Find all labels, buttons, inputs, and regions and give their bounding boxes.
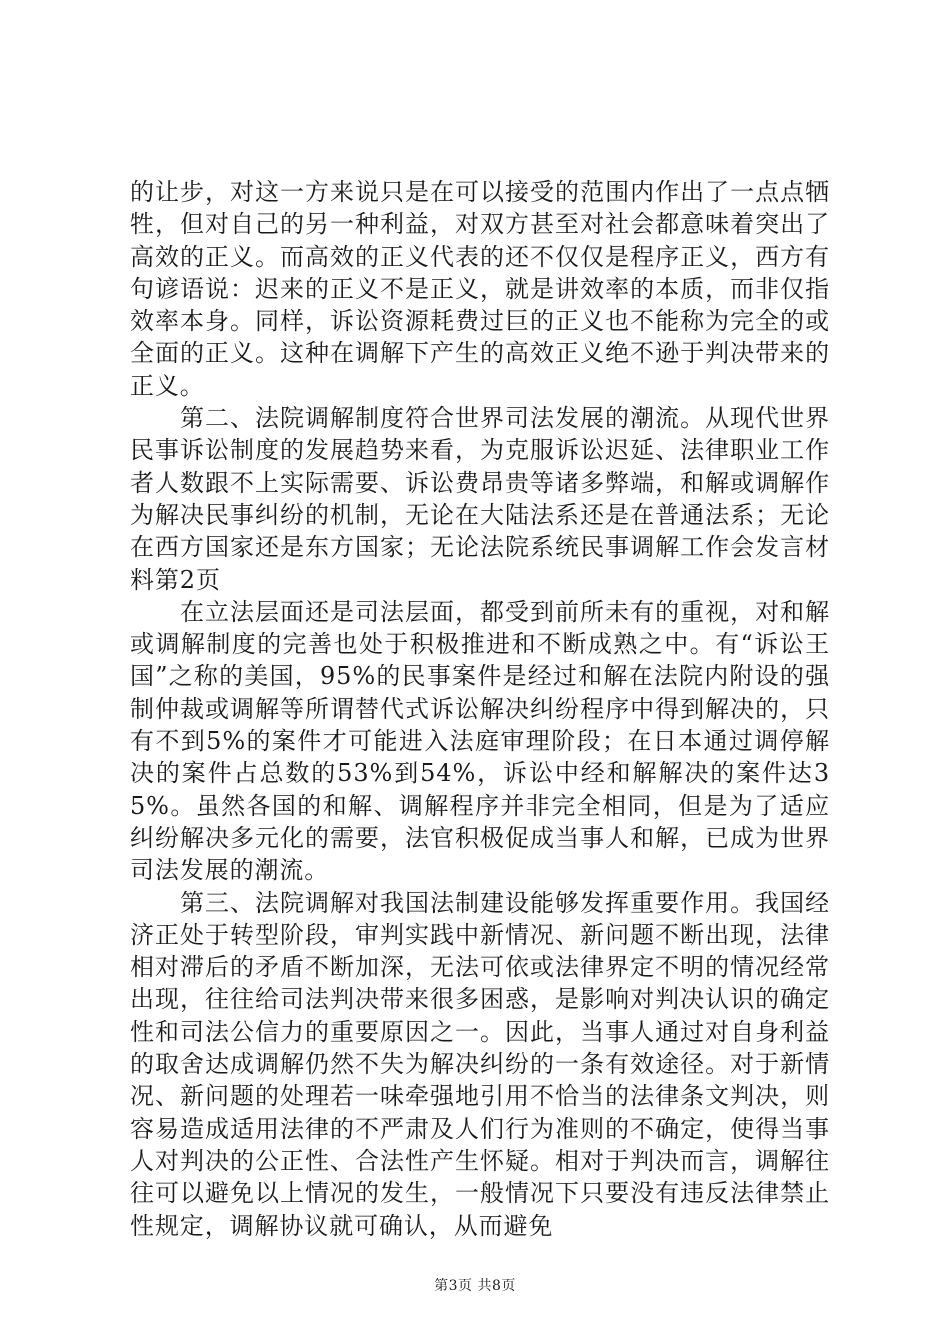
paragraph-legislative-level: 在立法层面还是司法层面，都受到前所未有的重视，对和解或调解制度的完善也处于积极推进和不断成熟之中。有“诉讼王国”之称的美国，95%的民事案件是经过和解在法院内附设的强制仲裁或调解等所谓替代式诉讼解决纠纷程序中得到解决的，只有不到5%的案件才可能进入法庭审理阶段；在日本通过调停解决的案件占总数的53%到54%，诉讼中经和解解决的案件达35%。虽然各国的和解、调解程序并非完全相同，但是为了适应纠纷解决多元化的需要，法官积极促成当事人和解，已成为世界司法发展的潮流。 [130,597,830,885]
paragraph-continuation: 的让步，对这一方来说只是在可以接受的范围内作出了一点点牺牲，但对自己的另一种利益，对双方甚至对社会都意味着突出了高效的正义。而高效的正义代表的还不仅仅是程序正义，西方有句谚语说：迟来的正义不是正义，就是讲效率的本质，而非仅指效率本身。同样，诉讼资源耗费过巨的正义也不能称为完全的或全面的正义。这种在调解下产生的高效正义绝不逊于判决带来的正义。 [130,178,830,400]
document-body [130,176,830,1242]
paragraph-third-point: 第三、法院调解对我国法制建设能够发挥重要作用。我国经济正处于转型阶段，审判实践中新情况、新问题不断出现，法律相对滞后的矛盾不断加深，无法可依或法律界定不明的情况经常出现，往往给司法判决带来很多困惑，是影响对判决认识的确定性和司法公信力的重要原因之一。因此，当事人通过对自身利益的取舍达成调解仍然不失为解决纠纷的一条有效途径。对于新情况、新问题的处理若一味牵强地引用不恰当的法律条文判决，则容易造成适用法律的不严肃及人们行为准则的不确定，使得当事人对判决的公正性、合法性产生怀疑。相对于判决而言，调解往往可以避免以上情况的发生，一般情况下只要没有违反法律禁止性规定，调解协议就可确认，从而避免 [130,888,830,1240]
page-footer: 第3页 共8页 [434,1278,516,1294]
paragraph-second-point: 第二、法院调解制度符合世界司法发展的潮流。从现代世界民事诉讼制度的发展趋势来看，为克服诉讼迟延、法律职业工作者人数跟不上实际需要、诉讼费昂贵等诸多弊端，和解或调解作为解决民事纠纷的机制，无论在大陆法系还是在普通法系；无论在西方国家还是东方国家；无论法院系统民事调解工作会发言材料第2页 [130,404,830,594]
